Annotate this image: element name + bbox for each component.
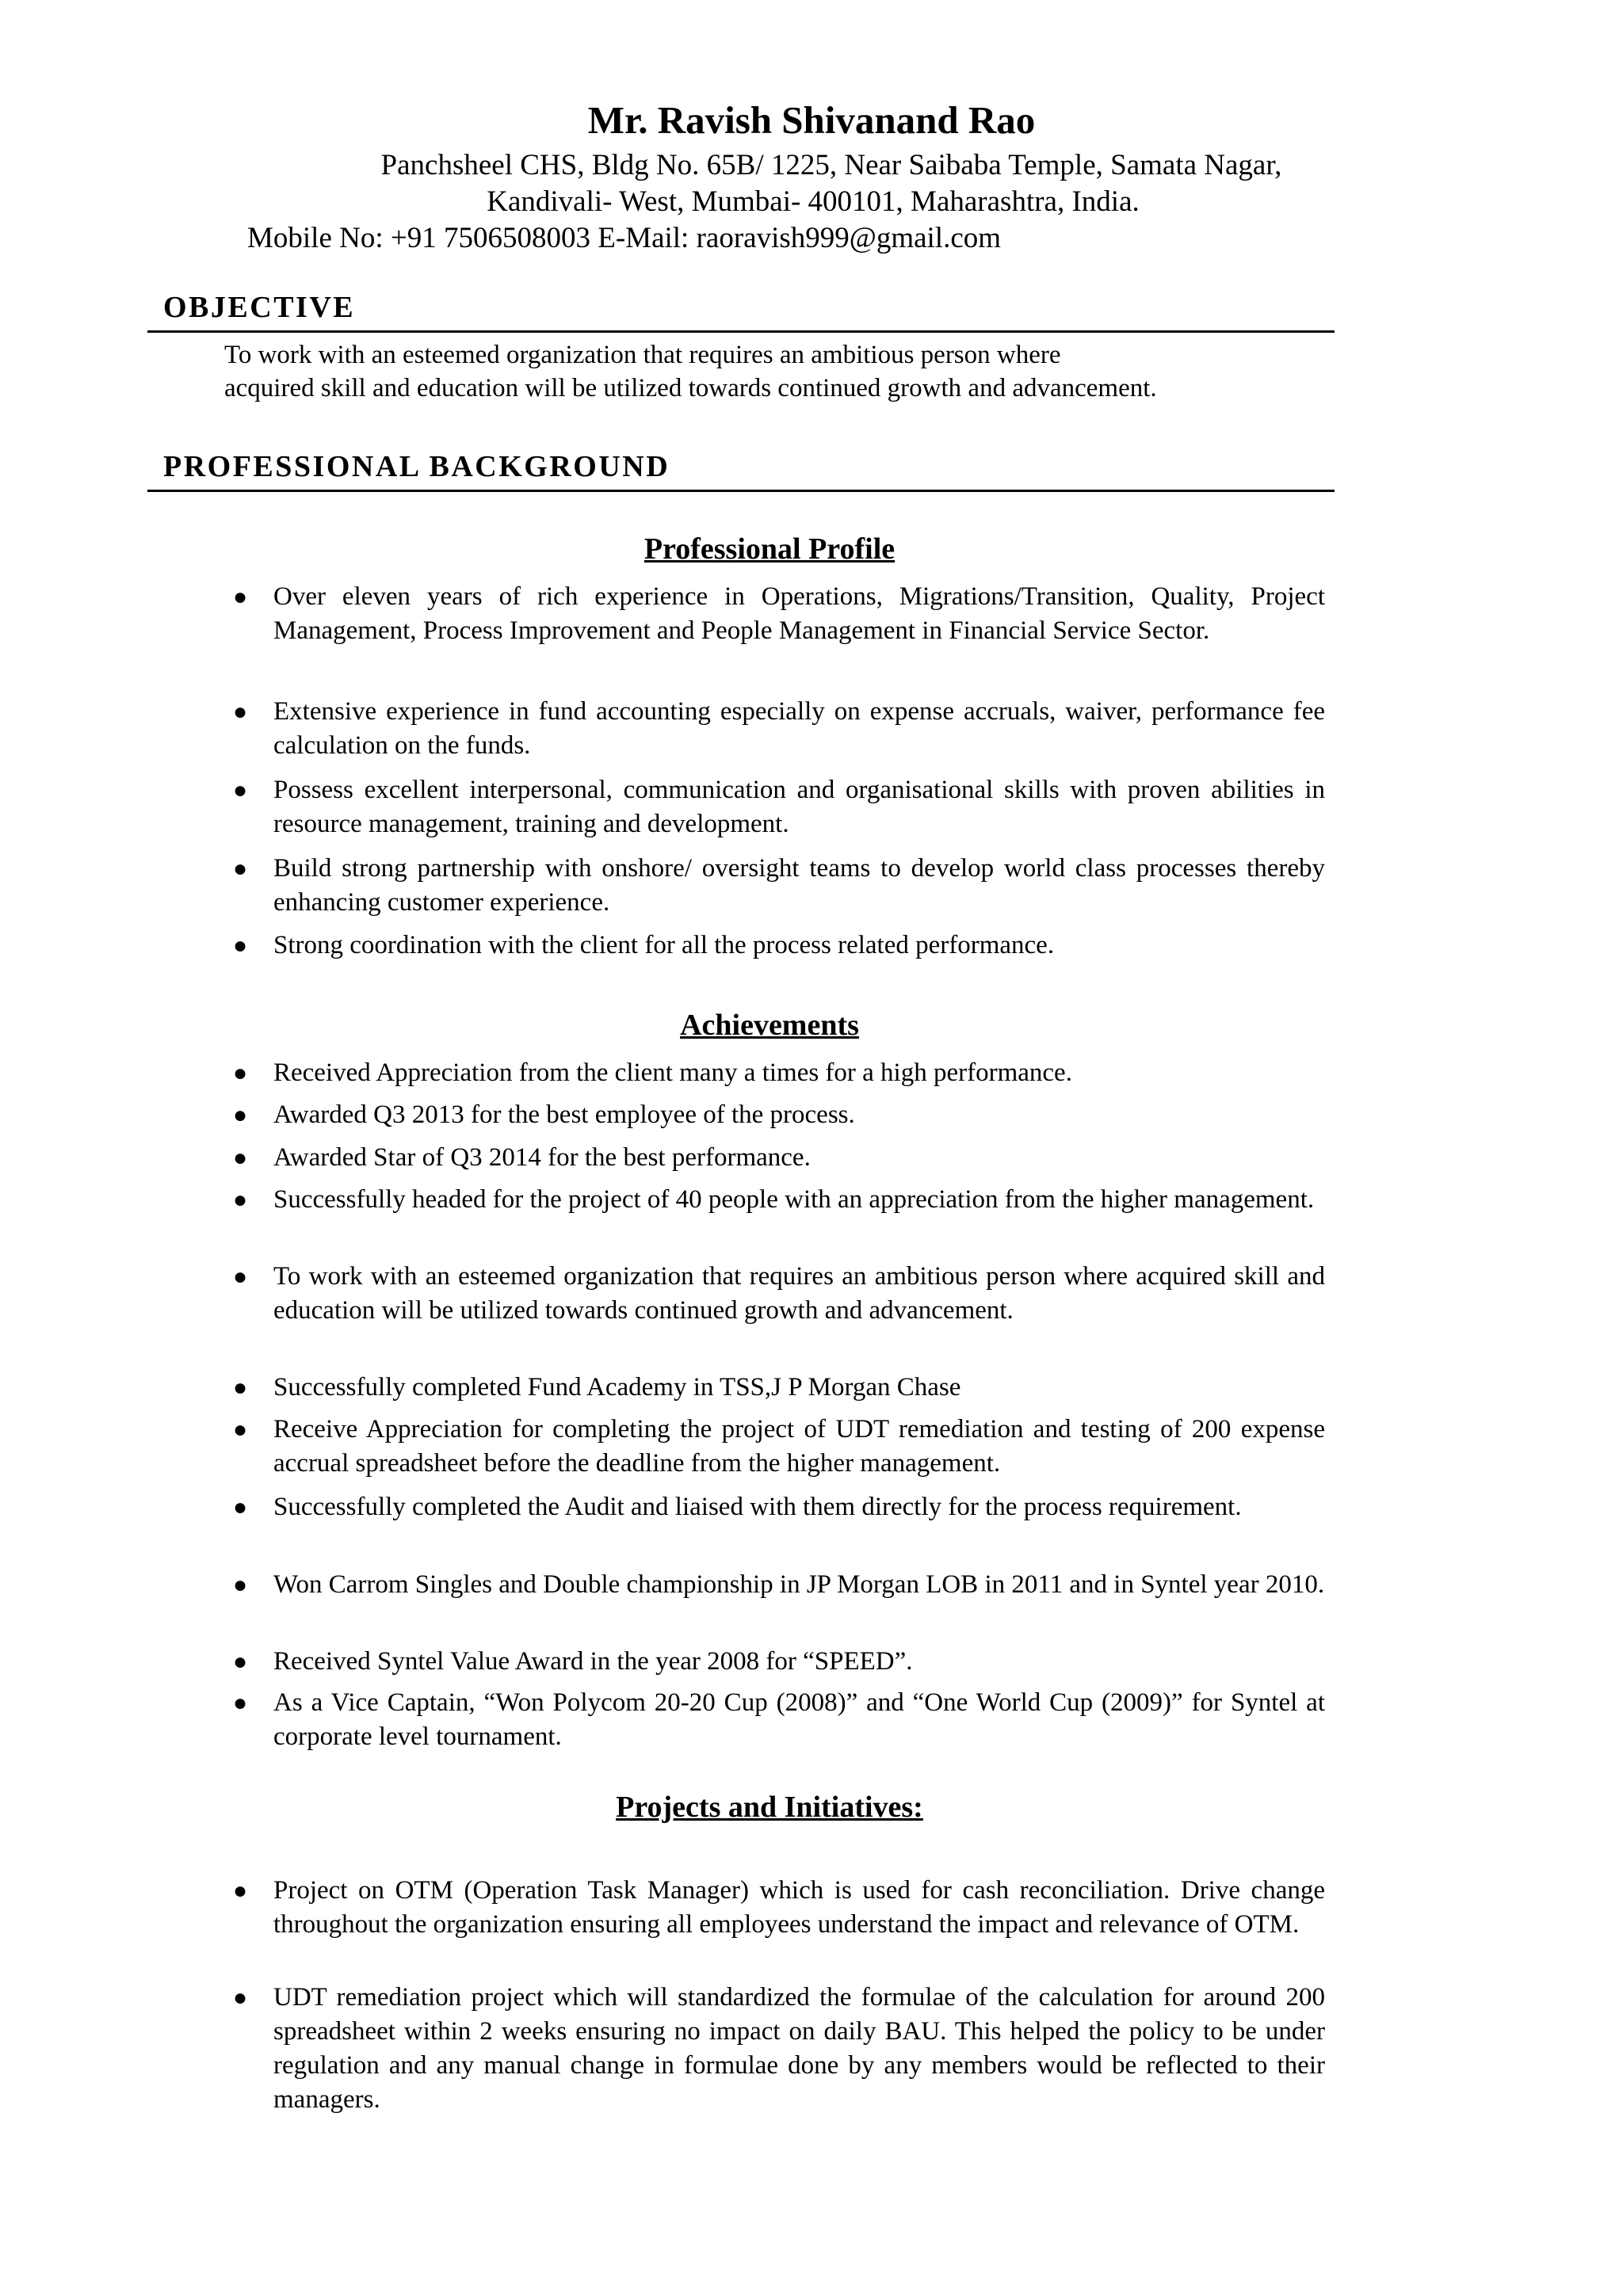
profile-item: ● Strong coordination with the client for all the process related performance.: [273, 929, 1325, 963]
profile-item: ● Extensive experience in fund accounting especially on expense accruals, waiver, performance fee calculation on the funds.: [273, 695, 1325, 763]
bullet-icon: ●: [232, 1264, 248, 1290]
bullet-icon: ●: [232, 1060, 248, 1086]
achievement-item: ● Successfully headed for the project of 40 people with an appreciation from the higher management.: [273, 1183, 1325, 1217]
bullet-icon: ●: [232, 1690, 248, 1716]
achievement-item: ● Received Syntel Value Award in the year 2008 for “SPEED”.: [273, 1645, 1325, 1679]
objective-divider: [147, 330, 1335, 333]
achievement-item: ● To work with an esteemed organization that requires an ambitious person where acquired skill and education will be utilized towards continued growth and advancement.: [273, 1260, 1325, 1328]
address-line-2: Kandivali- West, Mumbai- 400101, Maharashtra, India.: [487, 185, 1140, 218]
bullet-icon: ●: [232, 1649, 248, 1675]
bullet-icon: ●: [232, 1145, 248, 1171]
bullet-icon: ●: [232, 584, 248, 610]
bullet-icon: ●: [232, 1375, 248, 1401]
achievement-item: ● As a Vice Captain, “Won Polycom 20-20 Cup (2008)” and “One World Cup (2009)” for Syntel at corporate level tournament.: [273, 1686, 1325, 1754]
address-line-1: Panchsheel CHS, Bldg No. 65B/ 1225, Near Saibaba Temple, Samata Nagar,: [380, 149, 1282, 181]
contact-line: Mobile No: +91 7506508003 E-Mail: raoravish999@gmail.com: [247, 222, 1002, 254]
achievement-item: ● Received Appreciation from the client many a times for a high performance.: [273, 1056, 1325, 1090]
bullet-icon: ●: [232, 1102, 248, 1128]
bullet-icon: ●: [232, 1494, 248, 1520]
achievement-item: ● Receive Appreciation for completing the project of UDT remediation and testing of 200 expense accrual spreadsheet before the deadline from the higher management.: [273, 1413, 1325, 1481]
achievement-item: ● Successfully completed Fund Academy in TSS,J P Morgan Chase: [273, 1371, 1325, 1405]
candidate-name: Mr. Ravish Shivanand Rao: [587, 98, 1036, 142]
bullet-icon: ●: [232, 1878, 248, 1904]
bullet-icon: ●: [232, 856, 248, 882]
bullet-icon: ●: [232, 933, 248, 959]
project-item: ● UDT remediation project which will standardized the formulae of the calculation for around 200 spreadsheet within 2 weeks ensuring no impact on daily BAU. This helped the policy to be under regulation and any manual change in formulae done by any members would be reflected to their managers.: [273, 1981, 1325, 2117]
profile-item: ● Over eleven years of rich experience in Operations, Migrations/Transition, Quality, Project Management, Process Improvement and People Management in Financial Service Sector.: [273, 580, 1325, 648]
achievement-item: ● Awarded Q3 2013 for the best employee of the process.: [273, 1098, 1325, 1132]
projects-title: Projects and Initiatives:: [616, 1791, 923, 1824]
achievement-item: ● Awarded Star of Q3 2014 for the best performance.: [273, 1141, 1325, 1175]
bullet-icon: ●: [232, 1985, 248, 2011]
achievement-item: ● Won Carrom Singles and Double championship in JP Morgan LOB in 2011 and in Syntel year 2010.: [273, 1568, 1325, 1602]
bullet-icon: ●: [232, 1572, 248, 1598]
bullet-icon: ●: [232, 1187, 248, 1213]
project-item: ● Project on OTM (Operation Task Manager) which is used for cash reconciliation. Drive change throughout the organization ensuring all employees understand the impact and relevance of OTM.: [273, 1874, 1325, 1942]
bullet-icon: ●: [232, 777, 248, 803]
bullet-icon: ●: [232, 699, 248, 725]
profile-item: ● Possess excellent interpersonal, communication and organisational skills with proven abilities in resource management, training and development.: [273, 773, 1325, 841]
background-divider: [147, 490, 1335, 492]
profile-item: ● Build strong partnership with onshore/ oversight teams to develop world class processes thereby enhancing customer experience.: [273, 852, 1325, 920]
objective-line-2: acquired skill and education will be utilized towards continued growth and advancement.: [224, 374, 1157, 402]
objective-heading: OBJECTIVE: [163, 291, 356, 324]
achievement-item: ● Successfully completed the Audit and liaised with them directly for the process requirement.: [273, 1490, 1325, 1524]
achievements-title: Achievements: [680, 1009, 859, 1042]
background-heading: PROFESSIONAL BACKGROUND: [163, 450, 670, 483]
bullet-icon: ●: [232, 1417, 248, 1443]
objective-line-1: To work with an esteemed organization that requires an ambitious person where: [224, 341, 1061, 369]
profile-title: Professional Profile: [643, 532, 896, 566]
